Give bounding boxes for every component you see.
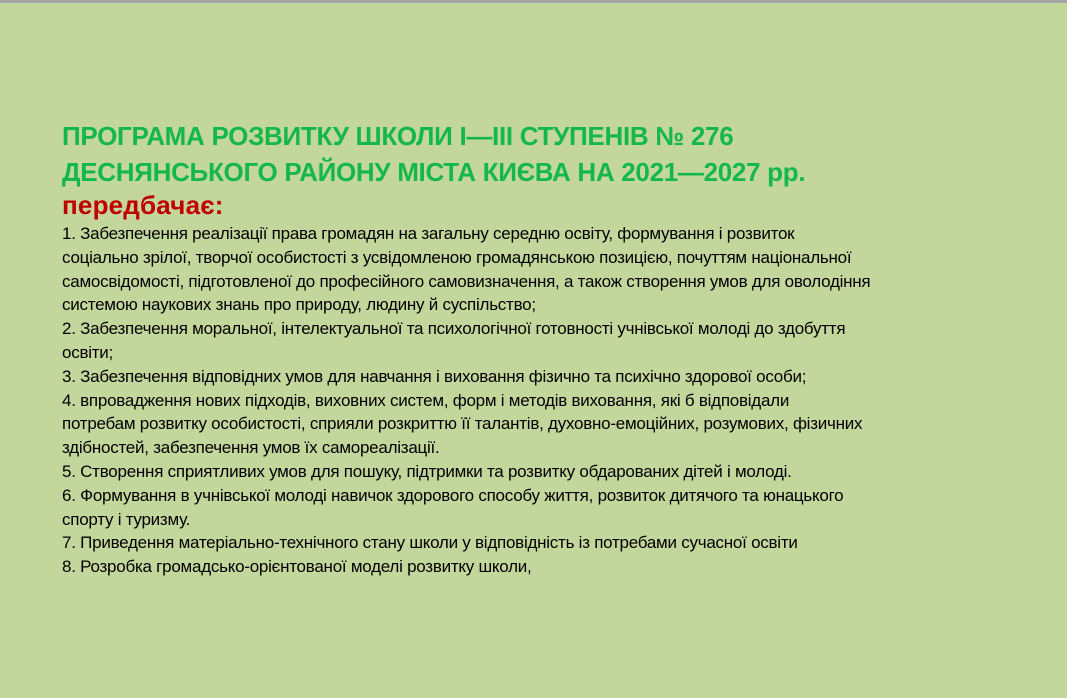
list-item-line: соціально зрілої, творчої особистості з усвідомленою громадянською позицією, почуттям національної xyxy=(62,247,852,267)
list-item-line: 2. Забезпечення моральної, інтелектуальної та психологічної готовності учнівської молоді до здобуття xyxy=(62,319,846,339)
list-item-line: 7. Приведення матеріально-технічного стану школи у відповідність із потребами сучасної освіти xyxy=(62,533,798,553)
provisions-list xyxy=(62,222,1022,579)
list-item-line: 8. Розробка громадсько-орієнтованої моделі розвитку школи, xyxy=(62,557,532,577)
slide-title xyxy=(62,118,1022,190)
list-item-line: системою наукових знань про природу, людину й суспільство; xyxy=(62,295,536,315)
list-item-line: освіти; xyxy=(62,342,114,362)
list-item xyxy=(62,389,1022,460)
list-item-line: спорту і туризму. xyxy=(62,509,191,529)
list-item-line: 3. Забезпечення відповідних умов для навчання і виховання фізично та психічно здорової особи; xyxy=(62,366,807,386)
list-item xyxy=(62,365,1022,389)
list-item-line: здібностей, забезпечення умов їх самореалізації. xyxy=(62,438,440,458)
list-item xyxy=(62,222,1022,317)
slide-title-line: ДЕСНЯНСЬКОГО РАЙОНУ МІСТА КИЄВА НА 2021—2027 рр. xyxy=(62,157,806,187)
list-item xyxy=(62,531,1022,555)
list-item-line: 6. Формування в учнівської молоді навичок здорового способу життя, розвиток дитячого та юнацького xyxy=(62,485,844,505)
list-item-line: 1. Забезпечення реалізації права громадян на загальну середню освіту, формування і розвиток xyxy=(62,224,795,243)
list-item xyxy=(62,460,1022,484)
list-item-line: потребам розвитку особистості, сприяли розкриттю її талантів, духовно-емоційних, розумових, фізичних xyxy=(62,414,863,434)
list-item xyxy=(62,484,1022,532)
slide-subtitle: передбачає: xyxy=(62,190,224,220)
list-item-line: 4. впровадження нових підходів, виховних систем, форм і методів виховання, які б відповідали xyxy=(62,390,790,410)
slide-content xyxy=(62,118,1022,579)
slide-title-line: ПРОГРАМА РОЗВИТКУ ШКОЛИ І—ІІІ СТУПЕНІВ № 276 xyxy=(62,121,734,151)
list-item xyxy=(62,317,1022,365)
list-item xyxy=(62,555,1022,579)
list-item-line: самосвідомості, підготовленої до професійного самовизначення, а також створення умов для оволодіння xyxy=(62,271,871,291)
slide-top-border xyxy=(0,0,1067,3)
list-item-line: 5. Створення сприятливих умов для пошуку, підтримки та розвитку обдарованих дітей і молоді. xyxy=(62,461,792,481)
